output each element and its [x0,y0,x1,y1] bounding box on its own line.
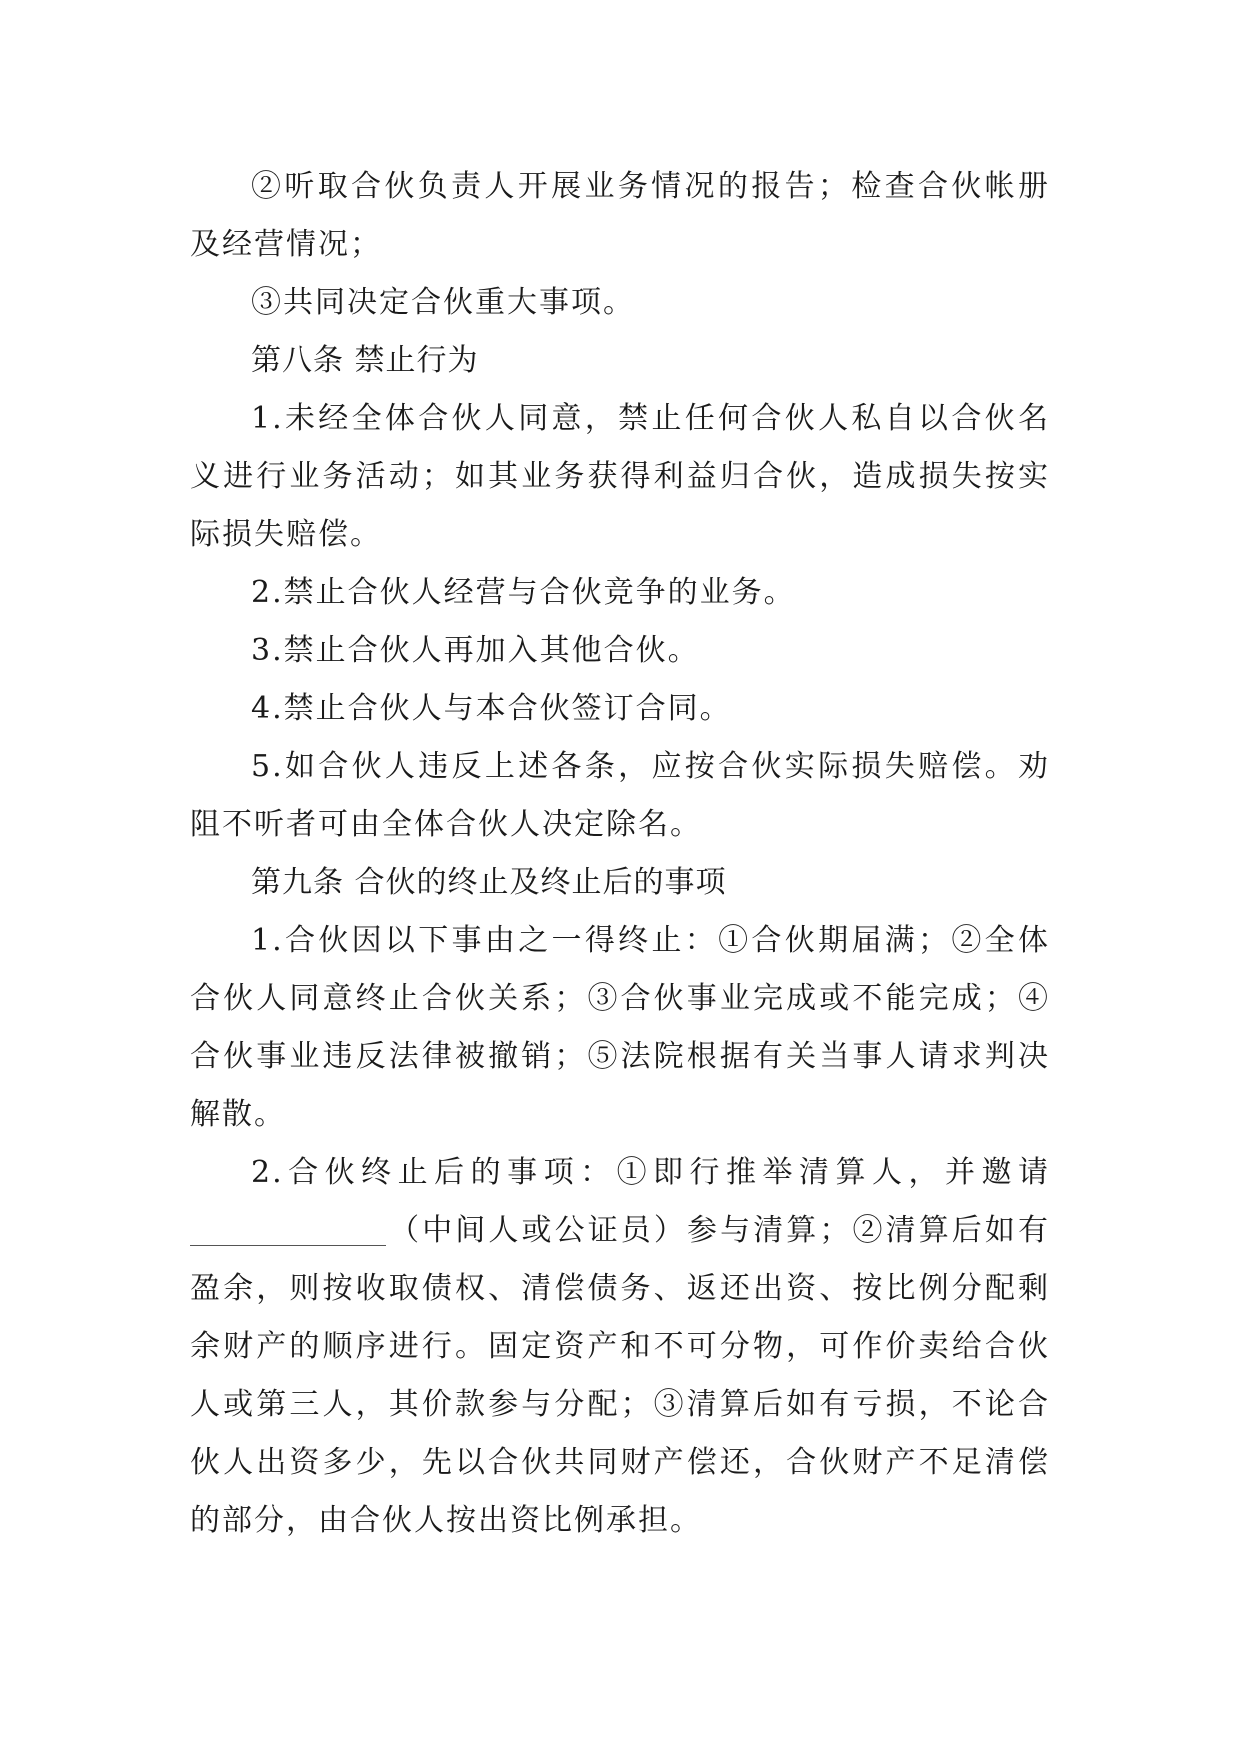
paragraph: 1.合伙因以下事由之一得终止：①合伙期届满；②全体合伙人同意终止合伙关系；③合伙事业完成或不能完成；④合伙事业违反法律被撤销；⑤法院根据有关当事人请求判决解散。 [190,923,1050,1132]
paragraph: ③共同决定合伙重大事项。 [251,285,635,320]
document-page [190,158,1050,1550]
paragraph: 3.禁止合伙人再加入其他合伙。 [251,633,700,668]
paragraph: 4.禁止合伙人与本合伙签订合同。 [251,691,732,726]
paragraph: 5.如合伙人违反上述各条，应按合伙实际损失赔偿。劝阻不听者可由全体合伙人决定除名。 [190,749,1050,842]
fill-in-blank [190,1215,386,1246]
text-segment: 2.合伙终止后的事项：①即行推举清算人，并邀请 [251,1155,1050,1190]
paragraph: 1.未经全体合伙人同意，禁止任何合伙人私自以合伙名义进行业务活动；如其业务获得利益归合伙，造成损失按实际损失赔偿。 [190,401,1050,552]
paragraph-with-blank [190,1144,1050,1550]
paragraph: ②听取合伙负责人开展业务情况的报告；检查合伙帐册及经营情况； [190,169,1050,262]
article-heading: 第九条 合伙的终止及终止后的事项 [251,865,727,900]
paragraph: 2.禁止合伙人经营与合伙竞争的业务。 [251,575,796,610]
article-heading: 第八条 禁止行为 [251,343,479,378]
text-segment: （中间人或公证员）参与清算；②清算后如有盈余，则按收取债权、清偿债务、返还出资、按比例分配剩余财产的顺序进行。固定资产和不可分物，可作价卖给合伙人或第三人，其价款参与分配；③清算后如有亏损，不论合伙人出资多少，先以合伙共同财产偿还，合伙财产不足清偿的部分，由合伙人按出资比例承担。 [190,1213,1050,1538]
